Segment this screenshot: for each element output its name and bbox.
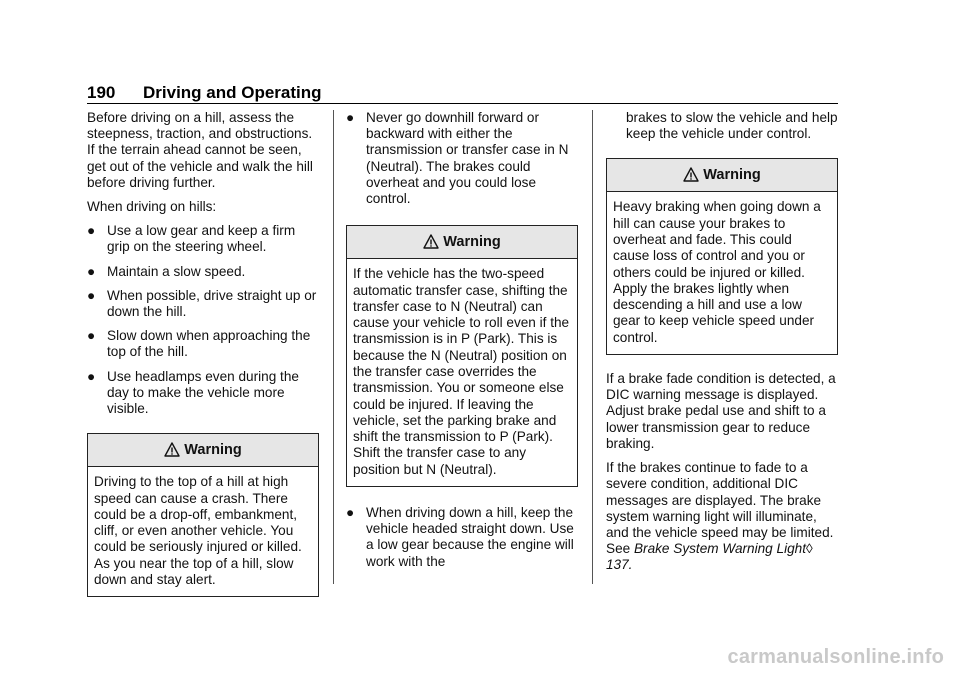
list-item-text: Use a low gear and keep a firm grip on the steering wheel. <box>107 223 296 255</box>
bullet-glyph: ● <box>87 263 96 279</box>
xref-arrow-icon: ◊ <box>805 541 813 557</box>
list-item-text: Use headlamps even during the day to make the vehicle more visible. <box>107 368 299 417</box>
warning-text: Driving to the top of a hill at high speed can cause a crash. There could be a drop-off, embankment, cliff, or even another vehicle. You could be seriously injured or killed. As you near the top of a hill, slow down and stay alert. <box>94 474 302 588</box>
brake-continue-paragraph <box>606 460 838 573</box>
brake-continue-text: If the brakes continue to fade to a severe condition, additional DIC messages are displayed. The brake system warning light will illuminate, and the vehicle speed may be limited. See <box>606 460 834 557</box>
xref-link[interactable]: Brake System Warning Light <box>633 541 806 557</box>
warning-text: Heavy braking when going down a hill can cause your brakes to overheat and fade. This could cause loss of control and you or others could be injured or killed. Apply the brakes lightly when descending a hill and use a low gear to keep vehicle speed under control. <box>613 199 821 345</box>
warning-box <box>346 225 578 487</box>
warning-title: Warning <box>443 234 501 251</box>
bullet-glyph: ● <box>87 223 96 239</box>
bullet-glyph: ● <box>87 368 96 384</box>
bullet-glyph: ● <box>346 110 355 125</box>
bullet-glyph: ● <box>87 287 96 303</box>
list-item-text: Slow down when approaching the top of the hill. <box>107 328 311 360</box>
column-divider-2 <box>592 110 593 584</box>
header-rule <box>87 103 838 104</box>
hills-lead: When driving on hills: <box>87 199 217 215</box>
warning-box <box>87 433 319 597</box>
warning-title: Warning <box>184 442 242 459</box>
page-number: 190 <box>87 83 116 102</box>
list-item <box>346 110 578 207</box>
list-item <box>346 505 578 570</box>
column-1 <box>87 110 319 597</box>
brake-fade-paragraph: If a brake fade condition is detected, a DIC warning message is displayed. Adjust brake pedal use and shift to a lower transmission gear to reduce braking. <box>606 371 836 451</box>
warning-header <box>607 159 837 192</box>
bullet-glyph: ● <box>346 505 355 521</box>
list-item-text: Maintain a slow speed. <box>107 263 246 279</box>
continued-text: brakes to slow the vehicle and help keep the vehicle under control. <box>626 110 838 142</box>
bullet-glyph: ● <box>87 328 96 344</box>
list-item <box>87 264 319 280</box>
warning-triangle-icon <box>164 442 180 458</box>
column-2 <box>346 110 578 578</box>
list-item-text: When driving down a hill, keep the vehicle headed straight down. Use a low gear because the engine will work with the <box>366 505 574 569</box>
list-item-text: When possible, drive straight up or down the hill. <box>107 287 317 320</box>
warning-title: Warning <box>703 167 761 184</box>
watermark: carmanualsonline.info <box>727 646 944 668</box>
section-title: Driving and Operating <box>143 83 322 102</box>
warning-triangle-icon <box>683 167 699 183</box>
intro-paragraph: Before driving on a hill, assess the steepness, traction, and obstructions. If the terrain ahead cannot be seen, get out of the vehicle and walk the hill before driving further. <box>87 110 313 190</box>
list-item <box>87 223 319 255</box>
warning-header <box>88 434 318 467</box>
warning-header <box>347 226 577 259</box>
warning-text: If the vehicle has the two-speed automatic transfer case, shifting the transfer case to N (Neutral) can cause your vehicle to roll even if the transmission is in P (Park). This is because the N (Neutral) position on the transfer case overrides the transmission. You or someone else could be injured. If leaving the vehicle, set the parking brake and shift the transmission to P (Park). Shift the transfer case to any position but N (Neutral). <box>353 266 570 477</box>
warning-triangle-icon <box>423 234 439 250</box>
list-item-text: Never go downhill forward or backward with either the transmission or transfer case in N (Neutral). The brakes could overheat and you could lose control. <box>366 110 569 207</box>
column-divider-1 <box>333 110 334 584</box>
warning-box <box>606 158 838 355</box>
page-header <box>87 83 322 103</box>
column-3 <box>606 110 838 582</box>
list-item <box>87 369 319 418</box>
list-item <box>87 288 319 320</box>
xref-page[interactable]: 137. <box>606 557 633 573</box>
list-item <box>87 328 319 360</box>
